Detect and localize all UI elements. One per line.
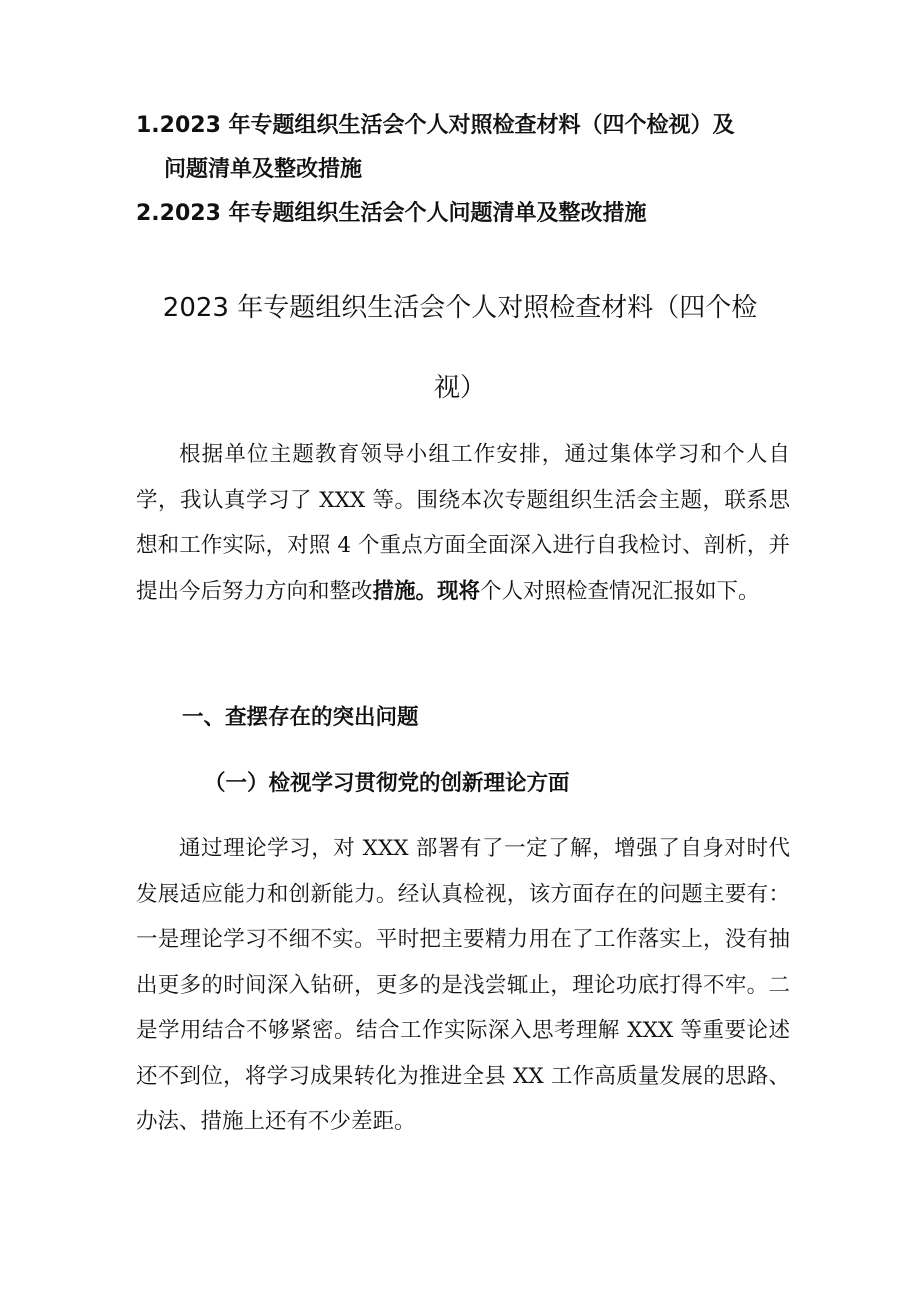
toc-item-1 [136,104,796,192]
intro-text-after: 个人对照检查情况汇报如下。 [480,578,760,604]
toc-item-2: 2.2023 年专题组织生活会个人问题清单及整改措施 [136,201,647,226]
toc-item-1-line-1: 1.2023 年专题组织生活会个人对照检查材料（四个检视）及 [136,113,735,138]
intro-text-before: 根据单位主题教育领导小组工作安排，通过集体学习和个人自学，我认真学习了 XXX 等。围绕本次专题组织生活会主题，联系思想和工作实际，对照 4 个重点方面全面深入进行自我检讨、剖析，并提出今后努力方向和整改 [136,442,790,604]
document-title-line-2: 视） [433,373,486,403]
document-title [130,268,790,428]
intro-text-bold: 措施。现将 [372,578,481,604]
section-1-heading: 一、查摆存在的突出问题 [182,705,419,730]
section-1-1-heading: （一）检视学习贯彻党的创新理论方面 [204,771,570,796]
toc-item-1-line-2: 问题清单及整改措施 [164,157,363,182]
section-1-1-paragraph: 通过理论学习，对 XXX 部署有了一定了解，增强了自身对时代发展适应能力和创新能力。经认真检视，该方面存在的问题主要有：一是理论学习不细不实。平时把主要精力用在了工作落实上，没有抽出更多的时间深入钻研，更多的是浅尝辄止，理论功底打得不牢。二是学用结合不够紧密。结合工作实际深入思考理解 XXX 等重要论述还不到位，将学习成果转化为推进全县 XX 工作高质量发展的思路、办法、措施上还有不少差距。 [136,836,790,1134]
document-title-line-1: 2023 年专题组织生活会个人对照检查材料（四个检 [162,293,758,323]
intro-paragraph [136,432,790,614]
table-of-contents [136,104,796,236]
